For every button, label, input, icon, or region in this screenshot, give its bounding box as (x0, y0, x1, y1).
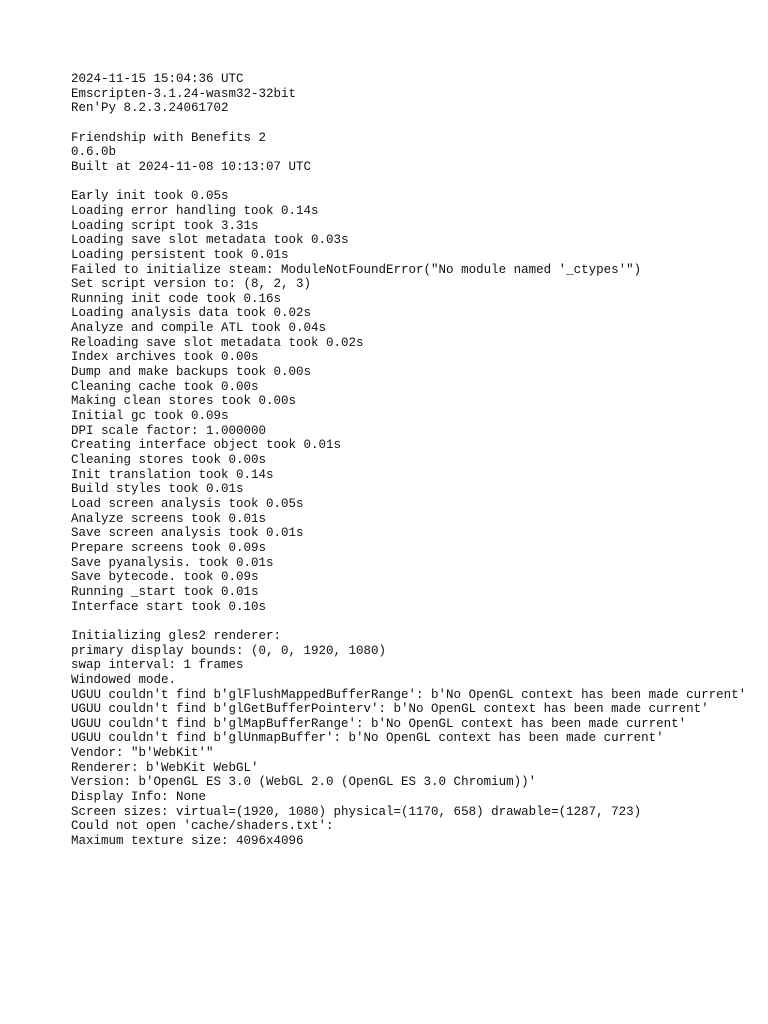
log-line: Init translation took 0.14s (71, 467, 274, 482)
log-section-init-timings (71, 189, 751, 614)
log-line: Running init code took 0.16s (71, 291, 282, 306)
log-line: Interface start took 0.10s (71, 599, 267, 614)
log-line: Analyze screens took 0.01s (71, 511, 267, 526)
log-line: Creating interface object took 0.01s (71, 438, 342, 453)
log-line: Save screen analysis took 0.01s (71, 526, 304, 541)
log-line: Save bytecode. took 0.09s (71, 570, 259, 585)
log-line: Initial gc took 0.09s (71, 409, 229, 424)
log-line: Vendor: "b'WebKit'" (71, 746, 214, 761)
log-line: UGUU couldn't find b'glUnmapBuffer': b'No OpenGL context has been made current' (71, 731, 664, 746)
blank-line (71, 175, 751, 190)
log-line: Emscripten-3.1.24-wasm32-32bit (71, 86, 297, 101)
log-line: Loading save slot metadata took 0.03s (71, 233, 349, 248)
log-line: Dump and make backups took 0.00s (71, 365, 312, 380)
console-log (71, 72, 751, 849)
log-line: Display Info: None (71, 790, 207, 805)
log-line: Initializing gles2 renderer: (71, 628, 282, 643)
log-section-renderer (71, 629, 751, 849)
log-line: Version: b'OpenGL ES 3.0 (WebGL 2.0 (OpenGL ES 3.0 Chromium))' (71, 775, 537, 790)
log-line: swap interval: 1 frames (71, 658, 244, 673)
log-line: 2024-11-15 15:04:36 UTC (71, 72, 244, 86)
log-line: Making clean stores took 0.00s (71, 394, 297, 409)
log-line: Loading script took 3.31s (71, 218, 259, 233)
log-line: Ren'Py 8.2.3.24061702 (71, 101, 229, 116)
log-line: Analyze and compile ATL took 0.04s (71, 321, 327, 336)
log-line: Running _start took 0.01s (71, 584, 259, 599)
log-line: UGUU couldn't find b'glFlushMappedBufferRange': b'No OpenGL context has been made current' (71, 687, 747, 702)
log-line: Prepare screens took 0.09s (71, 540, 267, 555)
log-line: Friendship with Benefits 2 (71, 130, 267, 145)
blank-line (71, 614, 751, 629)
log-line: Maximum texture size: 4096x4096 (71, 834, 304, 849)
log-section-game-info (71, 131, 751, 175)
log-line: Screen sizes: virtual=(1920, 1080) physical=(1170, 658) drawable=(1287, 723) (71, 804, 642, 819)
log-line: Load screen analysis took 0.05s (71, 497, 304, 511)
log-line: DPI scale factor: 1.000000 (71, 423, 267, 438)
log-line: Windowed mode. (71, 672, 177, 687)
log-line: UGUU couldn't find b'glGetBufferPointerv': b'No OpenGL context has been made current' (71, 702, 709, 717)
log-line: Build styles took 0.01s (71, 482, 244, 497)
log-line: Early init took 0.05s (71, 189, 229, 204)
log-line: Reloading save slot metadata took 0.02s (71, 335, 364, 350)
log-section-header (71, 72, 751, 116)
blank-line (71, 116, 751, 131)
log-line: Set script version to: (8, 2, 3) (71, 277, 312, 292)
log-line: Renderer: b'WebKit WebGL' (71, 760, 259, 775)
log-line: Loading error handling took 0.14s (71, 203, 319, 218)
log-line: Cleaning stores took 0.00s (71, 453, 267, 468)
log-line: Could not open 'cache/shaders.txt': (71, 819, 334, 834)
log-line: Save pyanalysis. took 0.01s (71, 555, 274, 570)
log-line: 0.6.0b (71, 145, 117, 160)
log-line: Loading analysis data took 0.02s (71, 306, 312, 321)
log-line: Built at 2024-11-08 10:13:07 UTC (71, 159, 312, 174)
log-line: UGUU couldn't find b'glMapBufferRange': b'No OpenGL context has been made current' (71, 716, 687, 731)
log-line: Failed to initialize steam: ModuleNotFoundError("No module named '_ctypes'") (71, 262, 642, 277)
log-line: Cleaning cache took 0.00s (71, 379, 259, 394)
log-line: primary display bounds: (0, 0, 1920, 1080) (71, 643, 387, 658)
log-line: Index archives took 0.00s (71, 350, 259, 365)
log-line: Loading persistent took 0.01s (71, 247, 289, 262)
